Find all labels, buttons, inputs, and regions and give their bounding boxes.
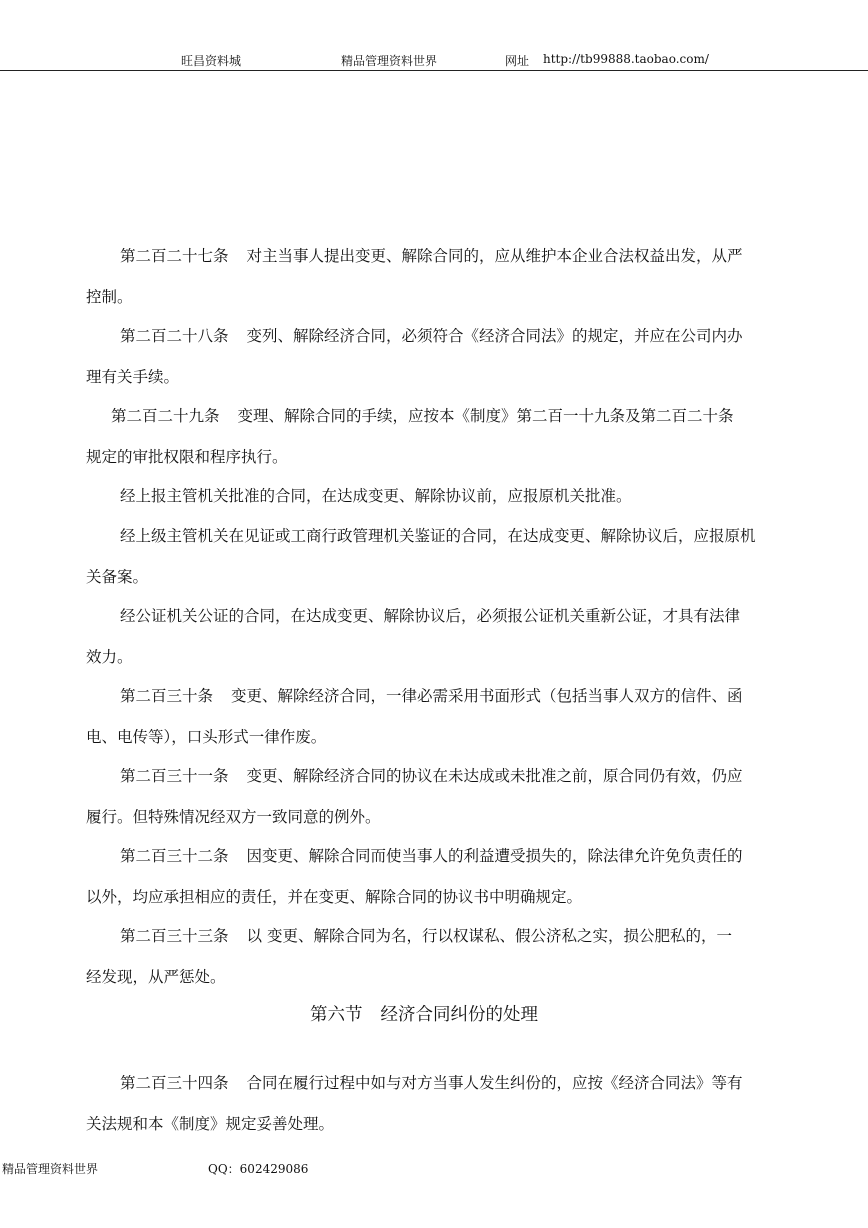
section-heading	[310, 1004, 538, 1026]
article-228-line2: 理有关手续。	[86, 368, 180, 386]
article-number: 第二百三十三条	[120, 927, 229, 945]
section-title: 经济合同纠份的处理	[380, 1005, 538, 1025]
paragraph-approval-line1: 经上报主管机关批准的合同，在达成变更、解除协议前，应报原机关批准。	[120, 487, 632, 505]
article-228-line1	[120, 326, 743, 346]
article-232-line1	[120, 846, 743, 866]
header-url-link[interactable]: http://tb99888.taobao.com/	[543, 52, 709, 66]
article-229-line2: 规定的审批权限和程序执行。	[86, 448, 288, 466]
article-text: 因变更、解除合同而使当事人的利益遭受损失的，除法律允许免负责任的	[246, 847, 743, 865]
footer-qq: QQ：602429086	[208, 1162, 309, 1176]
article-text: 变列、解除经济合同，必须符合《经济合同法》的规定，并应在公司内办	[246, 327, 743, 345]
header-url-label: 网址	[505, 54, 530, 68]
article-234-line2: 关法规和本《制度》规定妥善处理。	[86, 1115, 335, 1133]
paragraph-notary-line1: 经公证机关公证的合同，在达成变更、解除协议后，必须报公证机关重新公证，才具有法律	[120, 607, 741, 625]
article-230-line1	[120, 686, 743, 706]
page-header	[0, 0, 868, 72]
article-text: 合同在履行过程中如与对方当事人发生纠份的，应按《经济合同法》等有	[246, 1074, 743, 1092]
article-number: 第二百三十二条	[120, 847, 229, 865]
article-text: 变更、解除经济合同，一律必需采用书面形式（包括当事人双方的信件、函	[231, 687, 743, 705]
article-number: 第二百二十八条	[120, 327, 229, 345]
article-233-line1	[120, 926, 732, 946]
section-number: 第六节	[310, 1005, 363, 1025]
article-231-line2: 履行。但特殊情况经双方一致同意的例外。	[86, 808, 381, 826]
article-234-line1	[120, 1073, 743, 1093]
paragraph-notary-line2: 效力。	[86, 648, 133, 666]
article-text: 变更、解除经济合同的协议在未达成或未批准之前，原合同仍有效，仍应	[246, 767, 743, 785]
article-text: 变理、解除合同的手续，应按本《制度》第二百一十九条及第二百二十条	[237, 407, 734, 425]
article-232-line2: 以外，均应承担相应的责任，并在变更、解除合同的协议书中明确规定。	[86, 888, 583, 906]
article-227-line1	[120, 246, 743, 266]
article-number: 第二百三十条	[120, 687, 214, 705]
article-233-line2: 经发现，从严惩处。	[86, 968, 226, 986]
article-text: 以 变更、解除合同为名，行以权谋私、假公济私之实，损公肥私的，一	[246, 927, 732, 945]
paragraph-filing-line2: 关备案。	[86, 568, 149, 586]
footer-brand: 精品管理资料世界	[2, 1162, 99, 1176]
article-229-line1	[111, 406, 734, 426]
header-shop-name: 旺昌资料城	[181, 54, 242, 68]
article-number: 第二百二十七条	[120, 247, 229, 265]
paragraph-filing-line1: 经上级主管机关在见证或工商行政管理机关鉴证的合同，在达成变更、解除协议后，应报原机	[120, 527, 756, 545]
article-number: 第二百二十九条	[111, 407, 220, 425]
article-number: 第二百三十一条	[120, 767, 229, 785]
article-number: 第二百三十四条	[120, 1074, 229, 1092]
header-divider	[0, 70, 868, 71]
article-231-line1	[120, 766, 743, 786]
article-230-line2: 电、电传等），口头形式一律作废。	[86, 728, 327, 746]
article-227-line2: 控制。	[86, 288, 133, 306]
article-text: 对主当事人提出变更、解除合同的，应从维护本企业合法权益出发，从严	[246, 247, 743, 265]
header-brand: 精品管理资料世界	[341, 54, 438, 68]
